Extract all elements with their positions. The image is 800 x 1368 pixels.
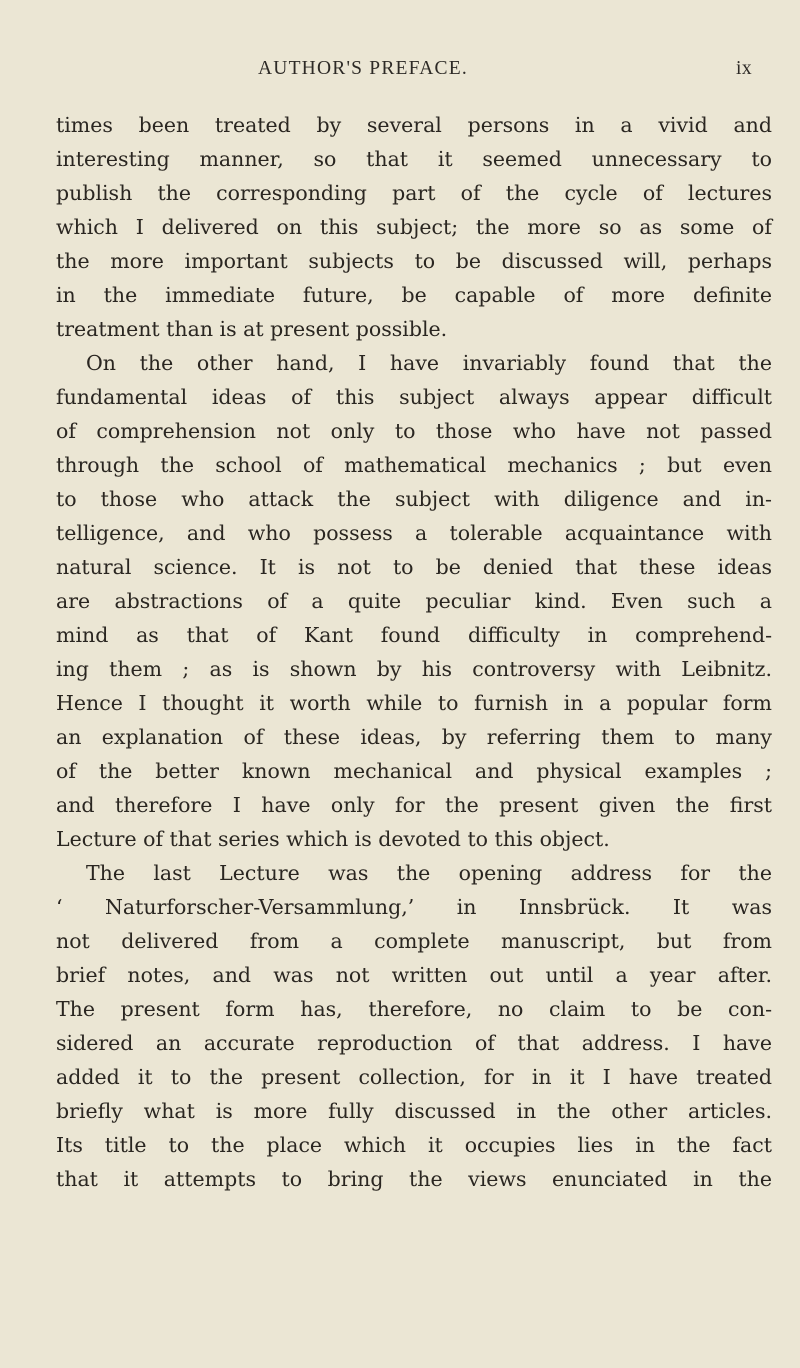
text-line: in the immediate future, be capable of more definite [56,283,772,307]
text-line: interesting manner, so that it seemed unnecessary to [56,147,772,171]
text-line: added it to the present collection, for in it I have treated [56,1065,772,1089]
text-line: On the other hand, I have invariably found that the [86,351,772,375]
running-head [0,58,800,94]
text-line: brief notes, and was not written out until a year after. [56,963,772,987]
text-line: sidered an accurate reproduction of that address. I have [56,1031,772,1055]
text-line: times been treated by several persons in a vivid and [56,113,772,137]
text-line: that it attempts to bring the views enunciated in the [56,1167,772,1191]
running-title: AUTHOR'S PREFACE. [258,58,468,79]
text-line: of the better known mechanical and physical examples ; [56,759,772,783]
page-number: ix [736,58,753,79]
text-line: an explanation of these ideas, by referring them to many [56,725,772,749]
text-line: not delivered from a complete manuscript, but from [56,929,772,953]
text-line: natural science. It is not to be denied that these ideas [56,555,772,579]
text-line: Hence I thought it worth while to furnish in a popular form [56,691,772,715]
text-line: fundamental ideas of this subject always appear difficult [56,385,772,409]
text-line: mind as that of Kant found difficulty in comprehend- [56,623,772,647]
text-line: The present form has, therefore, no claim to be con- [56,997,772,1021]
text-line: to those who attack the subject with diligence and in- [56,487,772,511]
text-line: briefly what is more fully discussed in the other articles. [56,1099,772,1123]
text-line: through the school of mathematical mechanics ; but even [56,453,772,477]
body-text [56,108,772,1196]
text-line: telligence, and who possess a tolerable acquaintance with [56,521,772,545]
text-line: ing them ; as is shown by his controversy with Leibnitz. [56,657,772,681]
text-line: ‘ Naturforscher-Versammlung,’ in Innsbrück. It was [56,895,772,919]
text-line: are abstractions of a quite peculiar kind. Even such a [56,589,772,613]
text-line: publish the corresponding part of the cycle of lectures [56,181,772,205]
text-line: which I delivered on this subject; the more so as some of [56,215,772,239]
text-line: of comprehension not only to those who have not passed [56,419,772,443]
text-line: The last Lecture was the opening address for the [86,861,772,885]
text-line: the more important subjects to be discussed will, perhaps [56,249,772,273]
text-line: treatment than is at present possible. [56,317,448,341]
text-line: Lecture of that series which is devoted to this object. [56,827,610,851]
text-line: Its title to the place which it occupies lies in the fact [56,1133,772,1157]
text-line: and therefore I have only for the present given the first [56,793,772,817]
